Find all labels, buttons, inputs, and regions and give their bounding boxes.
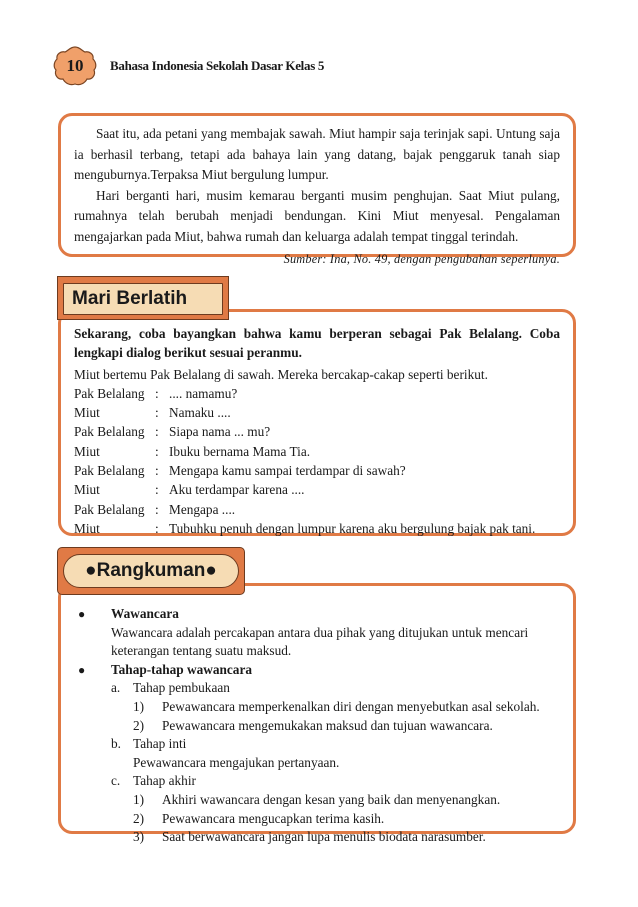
dialog-line: Siapa nama ... mu? <box>169 424 271 440</box>
summary-item <box>74 605 560 661</box>
stage-point <box>133 828 560 847</box>
exercise-intro: Miut bertemu Pak Belalang di sawah. Mereka bercakap-cakap seperti berikut. <box>74 366 488 382</box>
point-number: 1) <box>133 698 145 714</box>
summary-box <box>58 583 576 845</box>
exercise-box <box>58 309 576 536</box>
dialog-speaker: Pak Belalang <box>74 385 145 401</box>
stage-point <box>133 791 560 810</box>
point-text: Pewawancara memperkenalkan diri dengan menyebutkan asal sekolah. <box>162 698 540 714</box>
stage-letter: a. <box>111 680 121 696</box>
dialog-speaker: Miut <box>74 405 100 421</box>
dialog-speaker: Miut <box>74 443 100 459</box>
dialog-row: Pak Belalang : Mengapa .... <box>74 500 560 519</box>
stage-item <box>111 772 560 846</box>
stage-label: Tahap akhir <box>133 773 196 789</box>
stage-letter: b. <box>111 736 121 752</box>
page-number-badge <box>52 45 98 87</box>
dialog-row: Miut : Namaku .... <box>74 403 560 422</box>
section-title: Rangkuman <box>96 560 206 581</box>
exercise-instruction: Sekarang, coba bayangkan bahwa kamu berperan sebagai Pak Belalang. Coba lengkapi dialog berikut sesuai peranmu. <box>74 326 560 361</box>
stage-point <box>133 717 560 736</box>
dialog-row: Pak Belalang : .... namamu? <box>74 384 560 403</box>
stage-label: Tahap pembukaan <box>133 680 230 696</box>
dialog-line: Namaku .... <box>169 405 231 421</box>
dialog-line: Mengapa .... <box>169 501 236 517</box>
story-paragraph: Hari berganti hari, musim kemarau berganti musim penghujan. Saat Miut pulang, rumahnya telah berubah menjadi bendungan. Kini Miut menyesal. Pengalaman mengajarkan pada Miut, bahwa rumah dan keluarga adalah tempat tinggal terindah. <box>74 187 560 244</box>
dialog-speaker: Miut <box>74 482 100 498</box>
dialog-row: Miut : Tubuhku penuh dengan lumpur karena aku bergulung bajak pak tani. <box>74 519 560 538</box>
dialog-row: Miut : Aku terdampar karena .... <box>74 480 560 499</box>
dialog-line: Aku terdampar karena .... <box>169 482 305 498</box>
point-text: Akhiri wawancara dengan kesan yang baik dan menyenangkan. <box>162 791 501 807</box>
summary-term: Wawancara <box>111 606 179 621</box>
section-title: Mari Berlatih <box>63 283 223 315</box>
stage-item <box>111 679 560 735</box>
story-paragraph: Saat itu, ada petani yang membajak sawah. Miut hampir saja terinjak sapi. Untung saja ia berhasil terbang, tetapi ada bahaya lain yang datang, bajak penggaruk tanah siap menguburnya.Terpaksa Miut bergulung lumpur. <box>74 126 560 182</box>
bullet-icon: ● <box>78 662 86 677</box>
dialog-row: Pak Belalang : Mengapa kamu sampai terdampar di sawah? <box>74 461 560 480</box>
stage-letter: c. <box>111 773 121 789</box>
stage-label: Tahap inti <box>133 736 187 752</box>
bullet-icon: ● <box>205 560 217 581</box>
stage-item <box>111 735 560 772</box>
summary-definition: Wawancara adalah percakapan antara dua pihak yang ditujukan untuk mencari keterangan tentang suatu maksud. <box>111 624 529 659</box>
point-text: Saat berwawancara jangan lupa menulis biodata narasumber. <box>162 829 486 845</box>
book-title: Bahasa Indonesia Sekolah Dasar Kelas 5 <box>110 58 325 73</box>
point-number: 1) <box>133 791 145 807</box>
dialog-speaker: Miut <box>74 520 100 536</box>
dialog-row: Pak Belalang : Siapa nama ... mu? <box>74 422 560 441</box>
dialog-list <box>74 384 560 538</box>
page-number: 10 <box>66 56 84 75</box>
bullet-icon: ● <box>85 560 97 581</box>
story-excerpt-box <box>58 113 576 266</box>
dialog-speaker: Pak Belalang <box>74 501 145 517</box>
dialog-row: Miut : Ibuku bernama Mama Tia. <box>74 442 560 461</box>
stage-point <box>133 698 560 717</box>
dialog-line: Ibuku bernama Mama Tia. <box>169 443 311 459</box>
stage-text: Pewawancara mengajukan pertanyaan. <box>133 754 340 770</box>
point-text: Pewawancara mengucapkan terima kasih. <box>162 810 385 826</box>
dialog-speaker: Pak Belalang <box>74 463 145 479</box>
section-title-wrap <box>63 554 239 588</box>
section-tab-rangkuman <box>57 547 245 595</box>
dialog-line: .... namamu? <box>169 385 238 401</box>
point-number: 2) <box>133 717 145 733</box>
section-tab-mari-berlatih <box>57 276 229 320</box>
dialog-line: Tubuhku penuh dengan lumpur karena aku bergulung bajak pak tani. <box>169 520 536 536</box>
summary-term: Tahap-tahap wawancara <box>111 661 252 677</box>
point-number: 3) <box>133 829 145 845</box>
summary-item <box>74 661 560 847</box>
bullet-icon: ● <box>78 607 86 621</box>
stage-point <box>133 810 560 829</box>
point-number: 2) <box>133 810 145 826</box>
story-source: Sumber: Ina, No. 49, dengan pengubahan seperlunya. <box>283 252 560 266</box>
dialog-line: Mengapa kamu sampai terdampar di sawah? <box>169 463 406 479</box>
point-text: Pewawancara mengemukakan maksud dan tujuan wawancara. <box>162 717 493 733</box>
dialog-speaker: Pak Belalang <box>74 424 145 440</box>
